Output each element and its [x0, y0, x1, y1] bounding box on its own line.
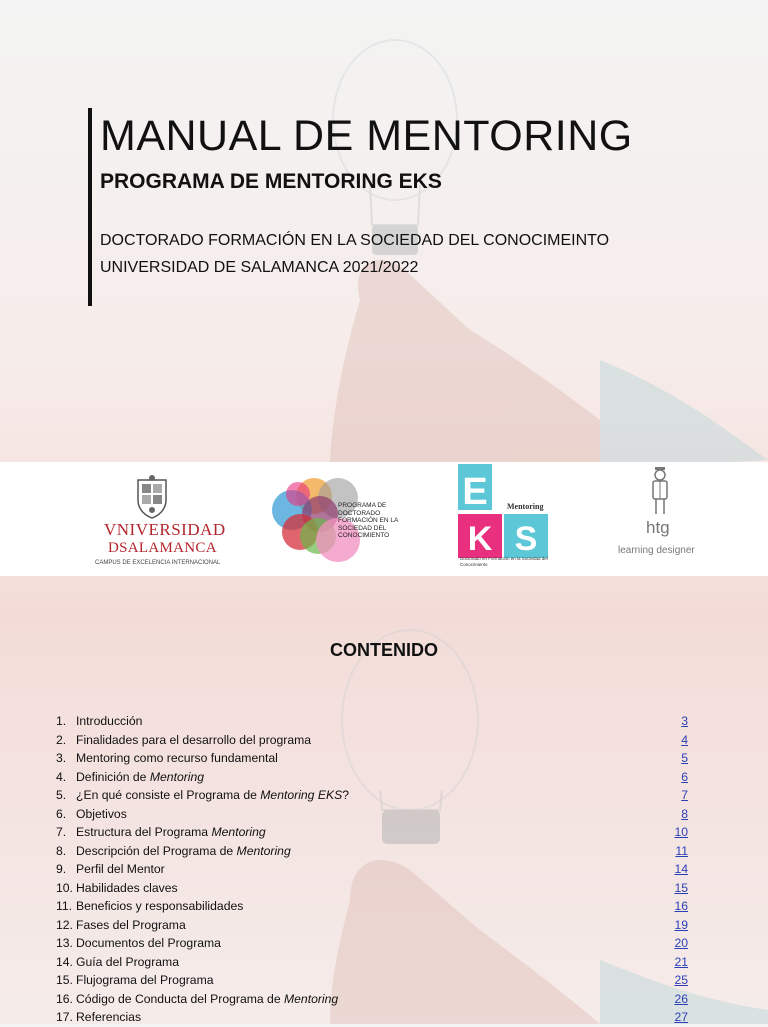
toc-item-number: 3.: [56, 751, 67, 765]
toc-page-link[interactable]: 11: [675, 843, 688, 858]
toc-item-number: 1.: [56, 714, 67, 728]
toc-item-number: 17.: [56, 1010, 73, 1024]
toc-page-link[interactable]: 19: [674, 917, 688, 932]
toc-item-text: Definición de: [76, 769, 150, 784]
toc-page-link[interactable]: 26: [674, 991, 688, 1006]
toc-item-label: [76, 990, 338, 1008]
toc-item-number: 2.: [56, 732, 67, 747]
toc-item: [56, 712, 688, 731]
toc-item: [56, 916, 688, 935]
toc-item-number: 10.: [56, 880, 73, 895]
toc-item: [56, 990, 688, 1009]
toc-item-label: [76, 786, 349, 804]
toc-item-italic-text: Mentoring: [284, 991, 339, 1006]
logos-strip: [0, 462, 768, 576]
toc-item-number: 12.: [56, 917, 73, 932]
toc-item-text: Beneficios y responsabilidades: [76, 899, 244, 913]
toc-item-number: 5.: [56, 788, 67, 802]
usal-tagline: CAMPUS DE EXCELENCIA INTERNACIONAL: [95, 560, 221, 566]
document-title: MANUAL DE MENTORING: [100, 112, 633, 160]
university-line: UNIVERSIDAD DE SALAMANCA 2021/2022: [100, 259, 419, 276]
toc-list: [56, 712, 688, 1027]
toc-item-label: [76, 842, 291, 860]
toc-item-text: Guía del Programa: [76, 954, 179, 969]
toc-item: [56, 860, 688, 879]
toc-item-label: [76, 749, 278, 767]
svg-text:K: K: [467, 520, 493, 558]
toc-page-link[interactable]: 10: [674, 825, 688, 839]
toc-item: [56, 971, 688, 990]
toc-item-number: 16.: [56, 991, 73, 1006]
toc-item-text: ¿En qué consiste el Programa de: [76, 788, 261, 802]
toc-item-text: Mentoring como recurso fundamental: [76, 751, 278, 765]
toc-page-link[interactable]: 8: [681, 806, 688, 821]
toc-item-number: 13.: [56, 936, 73, 950]
toc-item-italic-text: Mentoring: [211, 825, 266, 839]
htg-name: htg: [646, 518, 670, 537]
toc-page-link[interactable]: 3: [681, 714, 688, 728]
toc-item-suffix: ?: [342, 788, 350, 802]
toc-item-label: [76, 971, 214, 989]
toc-item: [56, 934, 688, 953]
toc-item-text: Flujograma del Programa: [76, 973, 214, 987]
toc-item: [56, 749, 688, 768]
toc-item-number: 6.: [56, 806, 67, 821]
toc-item-number: 4.: [56, 769, 67, 784]
htg-subtitle: learning designer: [618, 545, 695, 556]
toc-item: [56, 897, 688, 916]
toc-item: [56, 823, 688, 842]
toc-item-label: [76, 860, 165, 878]
toc-item: [56, 842, 688, 861]
toc-item-text: Código de Conducta del Programa de: [76, 991, 284, 1006]
toc-page-link[interactable]: 14: [674, 862, 688, 876]
toc-item-label: [76, 879, 178, 897]
usal-name-line1: VNIVERSIDAD: [104, 520, 226, 539]
toc-page-link[interactable]: 4: [681, 732, 688, 747]
toc-item-number: 8.: [56, 843, 67, 858]
toc-item-text: Descripción del Programa de: [76, 843, 237, 858]
toc-item-text: Habilidades claves: [76, 880, 178, 895]
toc-item-number: 14.: [56, 954, 73, 969]
toc-item-label: [76, 1008, 141, 1026]
toc-item-number: 7.: [56, 825, 67, 839]
eks-letters-icon: [458, 464, 558, 558]
toc-item-text: Referencias: [76, 1010, 142, 1024]
toc-page-link[interactable]: 6: [681, 769, 688, 784]
toc-item-label: [76, 731, 311, 749]
toc-item-text: Estructura del Programa: [76, 825, 212, 839]
toc-item: [56, 731, 688, 750]
toc-item: [56, 953, 688, 972]
program-line: DOCTORADO FORMACIÓN EN LA SOCIEDAD DEL CONOCIMEINTO: [100, 232, 610, 249]
toc-item: [56, 805, 688, 824]
toc-page-link[interactable]: 15: [674, 880, 688, 895]
toc-page-link[interactable]: 5: [681, 751, 688, 765]
toc-item-label: [76, 805, 127, 823]
toc-page-link[interactable]: 20: [674, 936, 688, 950]
toc-item-label: [76, 897, 243, 915]
toc-page-link[interactable]: 16: [674, 899, 688, 913]
toc-page-link[interactable]: 27: [674, 1010, 688, 1024]
toc-item-text: Finalidades para el desarrollo del programa: [76, 732, 312, 747]
toc-page-link[interactable]: 7: [681, 788, 688, 802]
person-figure-icon: [648, 466, 672, 516]
toc-item-label: [76, 823, 266, 841]
toc-item-label: [76, 916, 186, 934]
toc-item-label: [76, 953, 179, 971]
toc-item-text: Documentos del Programa: [76, 936, 221, 950]
toc-item-label: [76, 712, 142, 730]
eks-caption: Doctorado en Formación en la Sociedad del Conocimiento: [460, 556, 548, 567]
toc-item-text: Perfil del Mentor: [76, 862, 165, 876]
toc-item-number: 15.: [56, 973, 73, 987]
toc-item-number: 9.: [56, 862, 67, 876]
toc-item-italic-text: Mentoring: [149, 769, 205, 784]
toc-item-text: Fases del Programa: [76, 917, 186, 932]
toc-page-link[interactable]: 21: [674, 954, 688, 969]
toc-item-italic-text: Mentoring: [236, 843, 291, 858]
toc-item: [56, 768, 688, 787]
svg-text:S: S: [514, 520, 538, 558]
document-subtitle: PROGRAMA DE MENTORING EKS: [100, 170, 442, 193]
usal-crest-icon: [132, 474, 172, 520]
toc-heading: CONTENIDO: [330, 640, 438, 660]
toc-item-text: Introducción: [76, 714, 143, 728]
toc-item-label: [76, 768, 204, 786]
toc-item: [56, 786, 688, 805]
eks-mentoring-word: Mentoring: [507, 502, 544, 511]
cover-accent-bar: [88, 108, 92, 306]
toc-item-number: 11.: [56, 899, 73, 913]
toc-item-text: Objetivos: [76, 806, 127, 821]
usal-name-line2: DSALAMANCA: [108, 540, 217, 556]
toc-item-italic-text: Mentoring EKS: [260, 788, 343, 802]
toc-item-label: [76, 934, 221, 952]
svg-text:E: E: [462, 471, 488, 513]
toc-page-link[interactable]: 25: [674, 973, 688, 987]
programa-logo-text: PROGRAMA DE DOCTORADO FORMACIÓN EN LA SOCIEDAD DEL CONOCIMIENTO: [338, 502, 398, 539]
toc-item: [56, 879, 688, 898]
